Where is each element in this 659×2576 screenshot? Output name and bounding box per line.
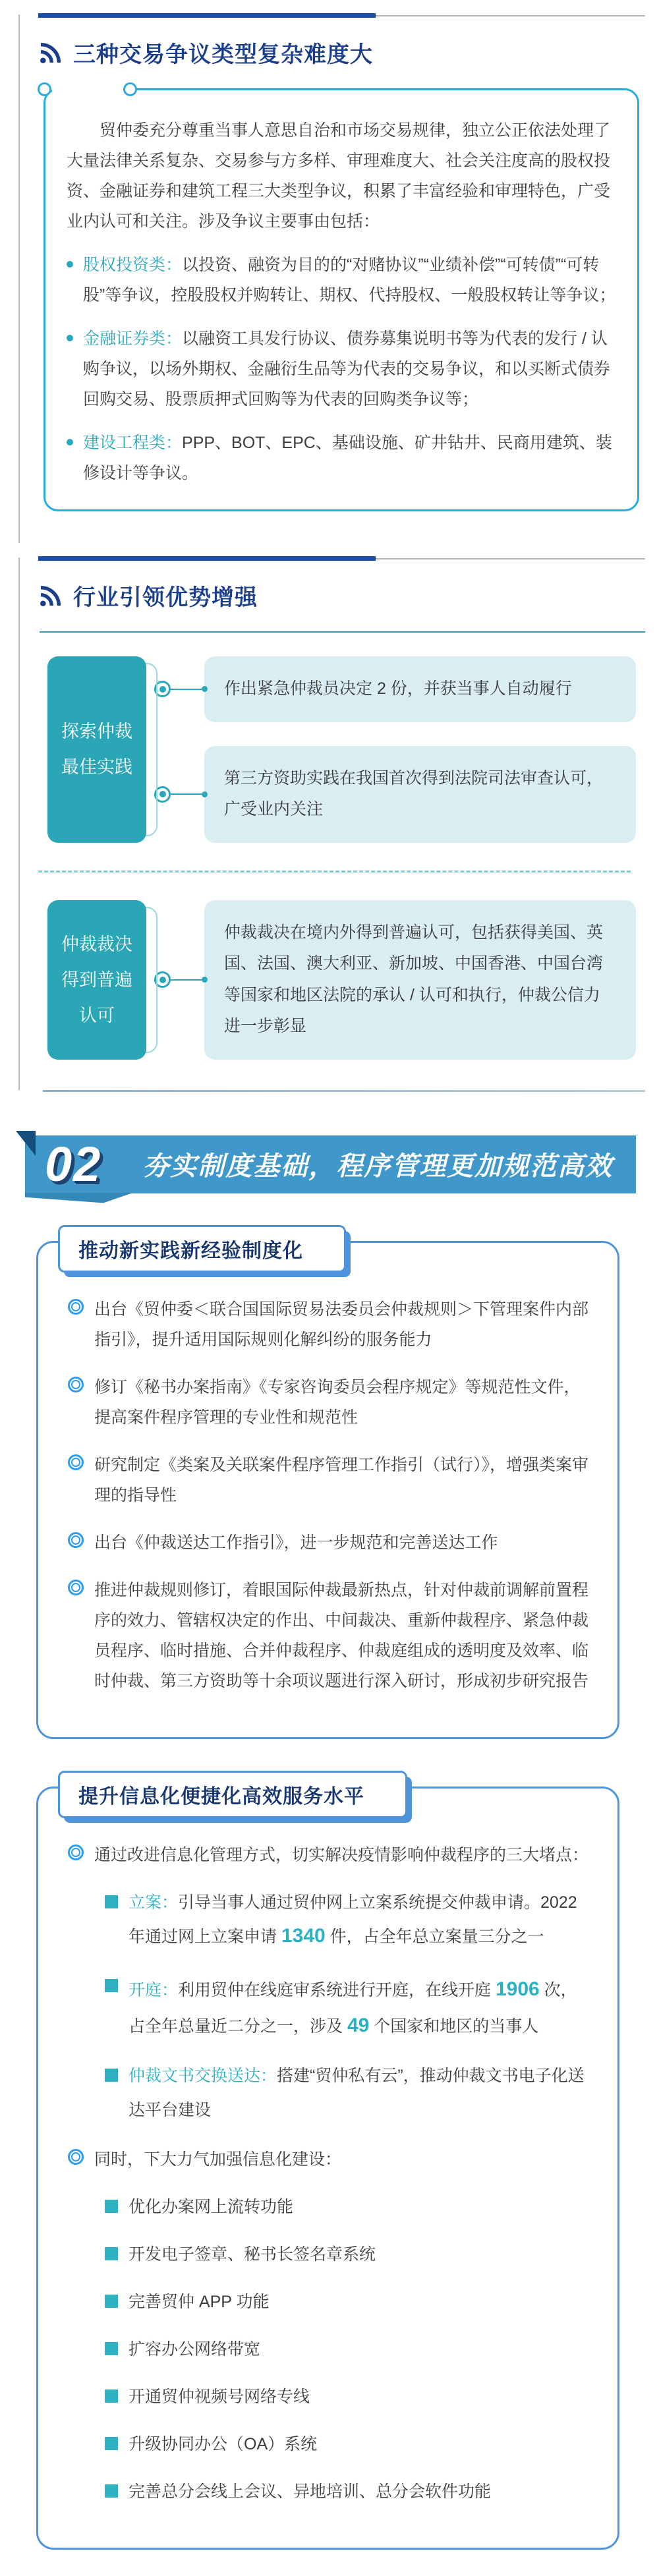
card-bullet: [68, 1575, 590, 1696]
rss-icon: [38, 40, 63, 65]
flow-tab-label: 探索仲裁最佳实践: [61, 722, 132, 778]
flow-item: [146, 746, 636, 843]
card-bullet: [68, 1840, 590, 1870]
chapter-banner: [25, 1135, 636, 1193]
sub-bullet: [105, 2061, 590, 2127]
flow-item-box: [204, 746, 636, 843]
flow-group-awards-recognition: [47, 900, 636, 1060]
sub-bullet-text: 开发电子签章、秘书长签名章系统: [129, 2245, 376, 2264]
card-bullet-text: 推进仲裁规则修订，着眼国际仲裁最新热点，针对仲裁前调解前置程序的效力、管辖权决定的作出、中间裁决、重新仲裁程序、紧急仲裁员程序、临时措施、合并仲裁程序、仲裁庭组成的透明度及效率、临时仲裁、第三方资助等十余项议题进行深入研讨，形成初步研究报告: [94, 1580, 589, 1690]
sub-bullet: [105, 2239, 590, 2270]
category-text: PPP、BOT、EPC、基础设施、矿井钻井、民商用建筑、装修设计等争议。: [83, 434, 612, 482]
section-title: 行业引领优势增强: [73, 585, 258, 610]
bottom-spacer: [0, 2550, 659, 2576]
sub-bullet-list: [68, 1887, 590, 2128]
card-bullet-text: 修订《秘书办案指南》《专家咨询委员会程序规定》等规范性文件，提高案件程序管理的专业性和规范性: [94, 1377, 581, 1427]
sub-bullet: [105, 1887, 590, 1954]
list-item: [67, 428, 620, 488]
section-sub-rule: [40, 631, 645, 633]
square-bullet-icon: [105, 2247, 118, 2260]
flow-items: [146, 656, 636, 843]
card-title-box: [58, 1225, 346, 1273]
sub-bullet: [105, 1971, 590, 2044]
ribbon-fold-icon: [16, 1131, 36, 1156]
square-bullet-icon: [105, 2390, 118, 2403]
card-bullet-text: 出台《仲裁送达工作指引》，进一步规范和完善送达工作: [94, 1533, 498, 1552]
border-gap: [52, 88, 126, 92]
sub-label: 立案：: [129, 1893, 179, 1912]
rule-gray-line: [376, 15, 645, 16]
category-label: 金融证券类：: [83, 329, 183, 348]
dashed-divider: [38, 871, 631, 873]
card-title: 提升信息化便捷化高效服务水平: [78, 1785, 364, 1808]
category-label: 建设工程类：: [83, 434, 183, 452]
square-bullet-icon: [105, 2437, 118, 2450]
rule-blue-bar: [38, 13, 376, 18]
double-circle-icon: [68, 1845, 84, 1860]
highlight-number: 1906: [495, 1978, 540, 2000]
sub-bullet: [105, 2382, 590, 2412]
section-title: 三种交易争议类型复杂难度大: [73, 42, 373, 67]
flow-item: [146, 656, 636, 722]
section-dispute-types: [0, 0, 659, 543]
rss-icon: [38, 583, 63, 608]
ribbon-tail-icon: [25, 1193, 134, 1203]
list-item-text: [83, 250, 620, 310]
card-bullet-text: 同时，下大力气加强信息化建设：: [94, 2150, 342, 2169]
chapter-title: 夯实制度基础，程序管理更加规范高效: [142, 1152, 614, 1181]
list-item: [67, 250, 620, 310]
node-circle-icon: [38, 82, 51, 96]
highlight-number: 49: [347, 2014, 370, 2036]
sub-label: 仲裁文书交换送达：: [129, 2067, 277, 2086]
square-bullet-icon: [105, 2295, 118, 2308]
bullet-dot-icon: [67, 439, 73, 445]
sub-bullet-text: 完善总分会线上会议、异地培训、总分会软件功能: [129, 2482, 492, 2502]
card-title-box: [58, 1771, 407, 1818]
sub-bullet-text: 扩容办公网络带宽: [129, 2340, 261, 2359]
section-end-rule: [43, 1090, 645, 1092]
sub-bullet-text: 优化办案网上流转功能: [129, 2198, 294, 2217]
card-bullet-text: 出台《贸仲委＜联合国国际贸易法委员会仲裁规则＞下管理案件内部指引》，提升适用国际规则化解纠纷的服务能力: [94, 1300, 589, 1349]
flow-item-text: 作出紧急仲裁员决定 2 份，并获当事人自动履行: [224, 679, 572, 698]
flow-items: [146, 900, 636, 1060]
flow-item-text: 第三方资助实践在我国首次得到法院司法审查认可，广受业内关注: [224, 768, 604, 818]
bullet-dot-icon: [67, 335, 73, 341]
card-bullet: [68, 1372, 590, 1433]
sub-bullet-list: [68, 2192, 590, 2507]
sub-bullet: [105, 2287, 590, 2317]
flow-item-box: [204, 900, 636, 1060]
list-item: [67, 324, 620, 415]
card-bullet: [68, 1450, 590, 1510]
square-bullet-icon: [105, 2200, 118, 2213]
category-text: 以融资工具发行协议、债券募集说明书等为代表的发行 / 认购争议，以场外期权、金融衍生品等为代表的交易争议，和以买断式债券回购交易、股票质押式回购等为代表的回购类争议等；: [83, 329, 611, 409]
double-circle-icon: [68, 1532, 84, 1548]
category-text: 以投资、融资为目的的“对赌协议”“业绩补偿”“可转债”“可转股”等争议，控股股权并购转让、期权、代持股权、一般股权转让等争议；: [83, 256, 616, 304]
card-institutionalization: [36, 1241, 619, 1739]
flow-tab-label: 仲裁裁决得到普遍认可: [61, 934, 132, 1025]
category-label: 股权投资类：: [83, 256, 183, 274]
section-top-rule: [38, 13, 645, 18]
card-bullet-text: 通过改进信息化管理方式，切实解决疫情影响仲裁程序的三大堵点：: [94, 1845, 589, 1864]
intro-paragraph: 贸仲委充分尊重当事人意思自治和市场交易规律，独立公正依法处理了大量法律关系复杂、交易参与方多样、审理难度大、社会关注度高的股权投资、金融证券和建筑工程三大类型争议，积累了丰富经验和审理特色，广受业内认可和关注。涉及争议主要事由包括：: [67, 121, 611, 231]
flow-group-best-practice: [47, 656, 636, 843]
sub-bullet-text: 仲裁文书交换送达：搭建“贸仲私有云”，推动仲裁文书电子化送达平台建设: [129, 2067, 585, 2120]
sub-bullet: [105, 2476, 590, 2507]
section-header: [38, 579, 659, 612]
bullet-dot-icon: [67, 261, 73, 268]
highlight-number: 1340: [281, 1924, 326, 1947]
sub-bullet: [105, 2334, 590, 2364]
card-informatization: [36, 1787, 619, 2550]
sub-bullet-text: 升级协同办公（OA）系统: [129, 2435, 318, 2454]
section-left-line: [18, 558, 20, 1090]
square-bullet-icon: [105, 2069, 118, 2082]
square-bullet-icon: [105, 1979, 118, 1992]
square-bullet-icon: [105, 2484, 118, 2498]
square-bullet-icon: [105, 1895, 118, 1908]
sub-bullet-text: 开庭：利用贸仲在线庭审系统进行开庭，在线开庭 1906 次，占全年总量近二分之一，涉及 49 个国家和地区的当事人: [129, 1978, 577, 2036]
sub-bullet: [105, 2192, 590, 2222]
flow-tab-wrap: [47, 656, 146, 843]
sub-label: 开庭：: [129, 1980, 179, 1999]
sub-bullet-text: 立案：引导当事人通过贸仲网上立案系统提交仲裁申请。2022 年通过网上立案申请 1340 件，占全年总立案量三分之一: [129, 1893, 577, 1947]
rule-gray-line: [376, 558, 645, 559]
double-circle-icon: [68, 1377, 84, 1392]
list-item-text: [83, 428, 620, 488]
double-circle-icon: [68, 1299, 84, 1315]
node-circle-icon: [123, 82, 137, 96]
sub-bullet-text: 开通贸仲视频号网络专线: [129, 2388, 310, 2407]
flow-tab: [47, 900, 146, 1060]
section-header: [38, 36, 659, 69]
flow-tab-wrap: [47, 900, 146, 1060]
list-item-text: [83, 324, 620, 415]
dispute-type-list: [67, 250, 620, 488]
double-circle-icon: [68, 1454, 84, 1470]
sub-bullet: [105, 2429, 590, 2459]
double-circle-icon: [68, 2149, 84, 2165]
card-bullet: [68, 1294, 590, 1355]
flow-item-text: 仲裁裁决在境内外得到普遍认可，包括获得美国、英国、法国、澳大利亚、新加坡、中国香港、中国台湾等国家和地区法院的承认 / 认可和执行，仲裁公信力进一步彰显: [224, 923, 604, 1035]
card-bullet: [68, 2144, 590, 2175]
section-left-line: [18, 14, 20, 543]
flow-tab: [47, 656, 146, 843]
flow-item-box: [204, 656, 636, 722]
card-title: 推动新实践新经验制度化: [78, 1240, 303, 1262]
card-bullet-text: 研究制定《类案及关联案件程序管理工作指引（试行）》，增强类案审理的指导性: [94, 1455, 589, 1504]
section-industry-leading: [0, 543, 659, 1092]
double-circle-icon: [68, 1580, 84, 1595]
card-bullet: [68, 1528, 590, 1558]
rule-blue-bar: [38, 556, 376, 561]
sub-bullet-text: 完善贸仲 APP 功能: [129, 2293, 270, 2312]
chapter-number: 02: [45, 1136, 102, 1191]
dispute-types-box: [43, 88, 639, 511]
square-bullet-icon: [105, 2342, 118, 2355]
flow-item: [146, 900, 636, 1060]
section-top-rule: [38, 556, 645, 561]
